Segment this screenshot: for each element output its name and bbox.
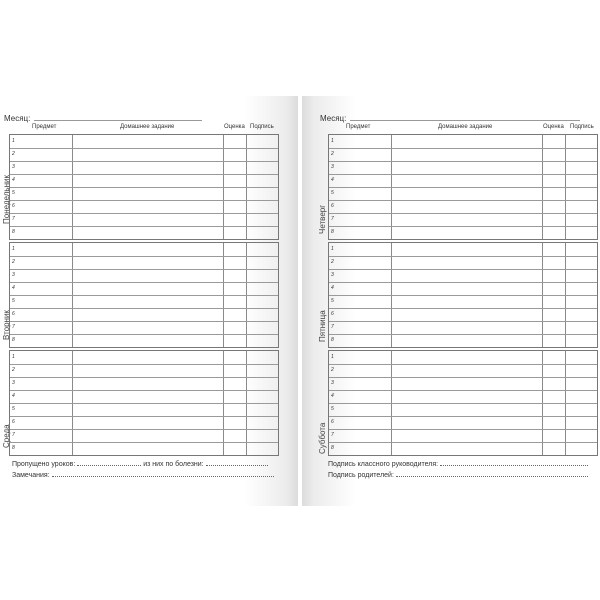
table-row[interactable] [329,351,597,365]
teacher-signature-field [328,460,588,468]
row-number: 6 [331,419,334,425]
table-row[interactable] [329,364,597,378]
missed-label: Пропущено уроков: [12,461,76,468]
row-number: 7 [12,216,15,222]
missed-lessons-field [12,460,268,468]
left-page [0,96,298,506]
table-row[interactable] [10,308,278,322]
table-row[interactable] [10,334,278,347]
table-row[interactable] [10,269,278,283]
table-row[interactable] [329,174,597,188]
row-number: 4 [331,285,334,291]
row-number: 6 [12,419,15,425]
row-number: 8 [12,445,15,451]
row-number: 7 [331,432,334,438]
table-row[interactable] [329,403,597,417]
row-number: 4 [12,177,15,183]
row-number: 3 [12,272,15,278]
day-label-friday: Пятница [318,310,327,342]
diary-spread [0,96,600,506]
row-number: 1 [331,138,334,144]
table-row[interactable] [10,295,278,309]
day-block-thursday [328,134,598,240]
table-row[interactable] [10,403,278,417]
table-row[interactable] [10,213,278,227]
day-label-monday: Понедельник [2,175,11,224]
month-input-line[interactable] [34,114,202,121]
row-number: 7 [12,432,15,438]
table-row[interactable] [329,187,597,201]
month-label: Месяц: [320,114,347,123]
remarks-field [12,471,274,479]
sick-input-line[interactable] [206,460,268,466]
row-number: 4 [331,177,334,183]
day-label-thursday: Четверг [318,204,327,234]
row-number: 2 [331,151,334,157]
row-number: 5 [331,190,334,196]
table-row[interactable] [329,416,597,430]
row-number: 5 [331,298,334,304]
row-number: 6 [12,311,15,317]
row-number: 2 [12,259,15,265]
table-row[interactable] [10,442,278,455]
table-row[interactable] [10,161,278,175]
row-number: 1 [331,354,334,360]
month-input-line[interactable] [350,114,580,121]
table-row[interactable] [10,377,278,391]
table-row[interactable] [329,321,597,335]
table-row[interactable] [329,135,597,149]
table-row[interactable] [10,416,278,430]
parents-sign-input-line[interactable] [396,471,588,477]
parents-sign-label: Подпись родителей: [328,472,394,479]
row-number: 4 [331,393,334,399]
row-number: 4 [12,393,15,399]
col-subject: Предмет [346,124,371,130]
table-row[interactable] [329,334,597,347]
day-block-saturday [328,350,598,456]
table-row[interactable] [10,429,278,443]
missed-input-line[interactable] [77,460,141,466]
table-row[interactable] [10,200,278,214]
row-number: 1 [12,354,15,360]
row-number: 2 [12,151,15,157]
teacher-sign-label: Подпись классного руководителя: [328,461,439,468]
row-number: 8 [331,337,334,343]
day-block-tuesday [9,242,279,348]
table-row[interactable] [10,243,278,257]
table-row[interactable] [329,308,597,322]
remarks-label: Замечания: [12,472,50,479]
table-row[interactable] [10,390,278,404]
table-row[interactable] [329,226,597,239]
row-number: 2 [331,259,334,265]
col-subject: Предмет [32,124,57,130]
table-row[interactable] [329,256,597,270]
table-row[interactable] [329,269,597,283]
row-number: 3 [12,380,15,386]
day-block-monday [9,134,279,240]
sick-label: из них по болезни: [143,461,204,468]
parents-signature-field [328,471,588,479]
row-number: 7 [12,324,15,330]
col-grade: Оценка [224,124,245,130]
table-row[interactable] [329,442,597,455]
table-row[interactable] [329,390,597,404]
row-number: 3 [331,272,334,278]
row-number: 2 [331,367,334,373]
table-row[interactable] [329,243,597,257]
day-block-friday [328,242,598,348]
day-label-tuesday: Вторник [2,310,11,340]
row-number: 5 [331,406,334,412]
table-row[interactable] [10,135,278,149]
col-homework: Домашнее задание [120,124,175,130]
table-row[interactable] [10,351,278,365]
row-number: 5 [12,298,15,304]
table-row[interactable] [329,377,597,391]
row-number: 7 [331,216,334,222]
right-page [302,96,600,506]
row-number: 1 [12,138,15,144]
table-row[interactable] [10,282,278,296]
row-number: 8 [12,229,15,235]
table-row[interactable] [329,295,597,309]
month-field [320,114,580,123]
row-number: 3 [331,380,334,386]
teacher-sign-input-line[interactable] [440,460,588,466]
table-row[interactable] [10,321,278,335]
day-block-wednesday [9,350,279,456]
row-number: 6 [12,203,15,209]
row-number: 5 [12,406,15,412]
month-field [4,114,202,123]
table-row[interactable] [10,226,278,239]
row-number: 7 [331,324,334,330]
row-number: 6 [331,311,334,317]
col-signature: Подпись [570,124,594,130]
row-number: 3 [12,164,15,170]
table-row[interactable] [329,429,597,443]
table-row[interactable] [10,174,278,188]
col-homework: Домашнее задание [438,124,493,130]
table-row[interactable] [10,187,278,201]
table-row[interactable] [10,148,278,162]
row-number: 2 [12,367,15,373]
row-number: 5 [12,190,15,196]
day-label-saturday: Суббота [318,422,327,454]
table-row[interactable] [329,161,597,175]
row-number: 8 [331,445,334,451]
table-row[interactable] [329,200,597,214]
table-row[interactable] [329,282,597,296]
row-number: 8 [12,337,15,343]
row-number: 4 [12,285,15,291]
row-number: 1 [12,246,15,252]
col-signature: Подпись [250,124,274,130]
row-number: 8 [331,229,334,235]
day-label-wednesday: Среда [2,424,11,448]
table-row[interactable] [329,148,597,162]
table-row[interactable] [10,256,278,270]
table-row[interactable] [329,213,597,227]
month-label: Месяц: [4,114,31,123]
table-row[interactable] [10,364,278,378]
remarks-input-line[interactable] [52,471,274,477]
row-number: 6 [331,203,334,209]
col-grade: Оценка [543,124,564,130]
row-number: 3 [331,164,334,170]
row-number: 1 [331,246,334,252]
